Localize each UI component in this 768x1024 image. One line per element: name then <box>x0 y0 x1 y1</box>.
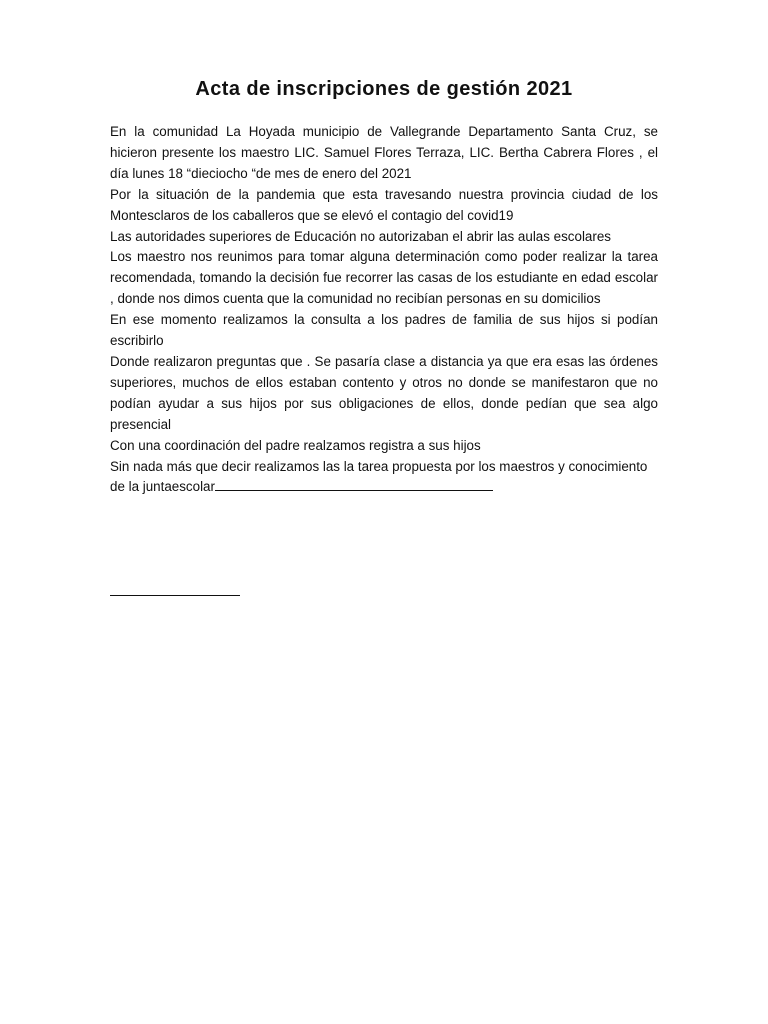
fill-in-rule <box>215 478 493 491</box>
paragraph: Los maestro nos reunimos para tomar alguna determinación como poder realizar la tarea recomendada, tomando la decisión fue recorrer las casas de los estudiante en edad escolar , donde nos dimos cuenta que la comunidad no recibían personas en su domicilios <box>110 249 658 307</box>
paragraph: Las autoridades superiores de Educación no autorizaban el abrir las aulas escolares <box>110 228 611 244</box>
closing-paragraph <box>110 457 658 499</box>
paragraph: En ese momento realizamos la consulta a los padres de familia de sus hijos si podían escribirlo <box>110 312 658 349</box>
document-title: Acta de inscripciones de gestión 2021 <box>195 78 573 100</box>
closing-paragraph-text: Sin nada más que decir realizamos las la tarea propuesta por los maestros y conocimiento de la juntaescolar <box>110 458 648 495</box>
document-body <box>110 122 658 498</box>
signature-line <box>110 595 240 596</box>
paragraph: Con una coordinación del padre realzamos registra a sus hijos <box>110 437 481 453</box>
paragraph: Donde realizaron preguntas que . Se pasaría clase a distancia ya que era esas las órdenes superiores, muchos de ellos estaban contento y otros no donde se manifestaron que no podían ayudar a sus hijos por sus obligaciones de ellos, donde pedían que sea algo presencial <box>110 353 658 432</box>
paragraph: Por la situación de la pandemia que esta travesando nuestra provincia ciudad de los Montesclaros de los caballeros que se elevó el contagio del covid19 <box>110 186 658 223</box>
paragraph: En la comunidad La Hoyada municipio de Vallegrande Departamento Santa Cruz, se hicieron presente los maestro LIC. Samuel Flores Terraza, LIC. Bertha Cabrera Flores , el día lunes 18 “dieciocho “de mes de enero del 2021 <box>110 124 658 181</box>
